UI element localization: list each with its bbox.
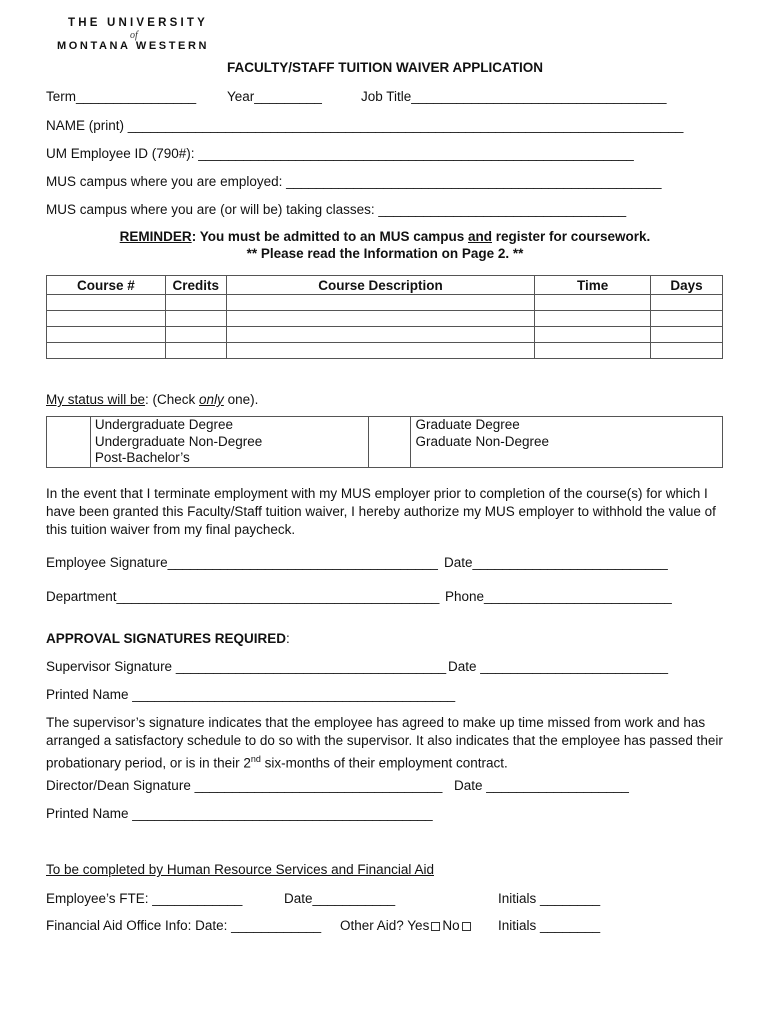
header-course-description: Course Description: [226, 276, 534, 295]
approval-heading: [46, 631, 290, 646]
description-cell[interactable]: [226, 295, 534, 311]
option-post-bachelors: Post-Bachelor’s: [94, 450, 190, 465]
status-heading-text: : (Check: [145, 392, 200, 407]
reminder-text-b: register for coursework.: [492, 229, 651, 244]
description-cell[interactable]: [226, 343, 534, 359]
no-checkbox[interactable]: [462, 922, 471, 931]
status-check-graduate[interactable]: [368, 417, 411, 468]
status-heading-end: one).: [223, 392, 259, 407]
reminder-label: REMINDER: [119, 229, 192, 244]
header-credits: Credits: [165, 276, 226, 295]
status-heading: [46, 392, 258, 407]
time-cell[interactable]: [535, 327, 651, 343]
printed-name-field-1[interactable]: Printed Name ___________________________________________: [46, 687, 456, 702]
term-field[interactable]: Term________________: [46, 89, 197, 104]
initials-field-1[interactable]: Initials ________: [498, 891, 601, 906]
approval-heading-colon: :: [286, 631, 290, 646]
logo-line-university: THE UNIVERSITY: [68, 17, 209, 29]
days-cell[interactable]: [651, 295, 723, 311]
reminder-text-a: : You must be admitted to an MUS campus: [191, 229, 468, 244]
yes-checkbox[interactable]: [431, 922, 440, 931]
job-title-field[interactable]: Job Title__________________________________: [361, 89, 667, 104]
supervisor-paragraph-sup: nd: [250, 754, 261, 764]
course-table-header: [47, 276, 723, 295]
reminder-line: [0, 229, 770, 244]
time-cell[interactable]: [535, 311, 651, 327]
time-cell[interactable]: [535, 295, 651, 311]
employee-id-field[interactable]: UM Employee ID (790#): __________________________________________________________: [46, 146, 634, 161]
hr-heading: To be completed by Human Resource Services and Financial Aid: [46, 862, 434, 877]
header-days: Days: [651, 276, 723, 295]
department-field[interactable]: Department___________________________________________: [46, 589, 440, 604]
course-table: [46, 275, 723, 359]
status-heading-label: My status will be: [46, 392, 146, 407]
hr-date-field[interactable]: Date___________: [284, 891, 396, 906]
description-cell[interactable]: [226, 311, 534, 327]
credits-cell[interactable]: [165, 311, 226, 327]
course-cell[interactable]: [47, 327, 166, 343]
option-undergraduate-non-degree: Undergraduate Non-Degree: [94, 433, 263, 449]
no-label: No: [442, 918, 460, 933]
year-field[interactable]: Year_________: [227, 89, 322, 104]
course-cell[interactable]: [47, 295, 166, 311]
course-cell[interactable]: [47, 311, 166, 327]
status-left-options: [90, 417, 368, 468]
approval-heading-text: APPROVAL SIGNATURES REQUIRED: [46, 631, 287, 646]
option-graduate-degree: Graduate Degree: [415, 417, 520, 432]
initials-field-2[interactable]: Initials ________: [498, 918, 601, 933]
status-table: [46, 416, 723, 468]
termination-paragraph: In the event that I terminate employment with my MUS employer prior to completion of the course(s) for which I have been granted this Faculty/Staff tuition waiver, I hereby authorize my MUS employer to withhold the value of this tuition waiver from my final paycheck.: [46, 486, 716, 537]
table-row: [47, 295, 723, 311]
form-title: FACULTY/STAFF TUITION WAIVER APPLICATION: [227, 60, 543, 75]
name-field[interactable]: NAME (print) __________________________________________________________________________: [46, 118, 684, 133]
campus-employed-field[interactable]: MUS campus where you are employed: __________________________________________________: [46, 174, 662, 189]
supervisor-date-field[interactable]: Date _________________________: [448, 659, 668, 674]
description-cell[interactable]: [226, 327, 534, 343]
status-right-options: [411, 417, 723, 468]
supervisor-paragraph: [46, 714, 731, 773]
course-cell[interactable]: [47, 343, 166, 359]
option-graduate-non-degree: Graduate Non-Degree: [415, 433, 550, 449]
days-cell[interactable]: [651, 343, 723, 359]
status-check-undergrad[interactable]: [47, 417, 91, 468]
other-aid-row: [340, 918, 473, 933]
logo-line-of: of: [130, 30, 138, 41]
credits-cell[interactable]: [165, 343, 226, 359]
phone-field[interactable]: Phone_________________________: [445, 589, 672, 604]
reminder-page2: ** Please read the Information on Page 2. **: [246, 246, 524, 261]
table-row: [47, 311, 723, 327]
financial-aid-date-field[interactable]: Financial Aid Office Info: Date: ____________: [46, 918, 322, 933]
time-cell[interactable]: [535, 343, 651, 359]
option-undergraduate-degree: Undergraduate Degree: [94, 417, 234, 432]
header-time: Time: [535, 276, 651, 295]
director-signature-field[interactable]: Director/Dean Signature _________________________________: [46, 778, 443, 793]
credits-cell[interactable]: [165, 327, 226, 343]
employee-date-field[interactable]: Date__________________________: [444, 555, 668, 570]
table-row: [47, 343, 723, 359]
director-date-field[interactable]: Date ___________________: [454, 778, 629, 793]
header-course-number: Course #: [47, 276, 166, 295]
campus-classes-field[interactable]: MUS campus where you are (or will be) taking classes: _________________________________: [46, 202, 627, 217]
other-aid-label: Other Aid? Yes: [340, 918, 430, 933]
days-cell[interactable]: [651, 327, 723, 343]
supervisor-signature-field[interactable]: Supervisor Signature ____________________________________: [46, 659, 447, 674]
supervisor-paragraph-a: The supervisor’s signature indicates that the employee has agreed to make up time missed from work and has arranged a satisfactory schedule to do so with the supervisor. It also indicates that the employee has passed their probationary period, or is in their 2: [46, 715, 723, 771]
status-only: only: [199, 392, 224, 407]
fte-field[interactable]: Employee’s FTE: ____________: [46, 891, 243, 906]
table-row: [47, 327, 723, 343]
logo-line-montana-western: MONTANA WESTERN: [57, 40, 210, 52]
credits-cell[interactable]: [165, 295, 226, 311]
days-cell[interactable]: [651, 311, 723, 327]
printed-name-field-2[interactable]: Printed Name ________________________________________: [46, 806, 433, 821]
reminder-and: and: [467, 229, 492, 244]
employee-signature-field[interactable]: Employee Signature____________________________________: [46, 555, 438, 570]
supervisor-paragraph-b: six-months of their employment contract.: [260, 755, 508, 771]
